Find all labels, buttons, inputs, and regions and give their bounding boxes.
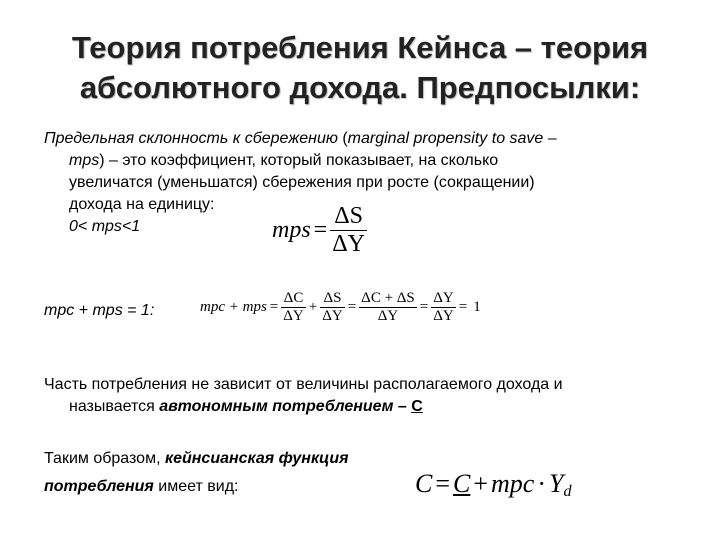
autonomous-paragraph	[44, 374, 563, 418]
mps-formula-num: ΔS	[330, 203, 367, 231]
mps-formula-den: ΔY	[332, 231, 365, 257]
mps-term-ru: Предельная склонность к сбережению	[44, 130, 338, 147]
identity-f3-num: ΔC + ΔS	[361, 290, 415, 306]
cf-plus: +	[473, 469, 489, 499]
identity-plus: +	[308, 299, 318, 315]
mps-formula-eq: =	[313, 217, 328, 243]
mps-paren-open: (	[337, 130, 348, 147]
autonomous-line1: Часть потребления не зависит от величины располагаемого дохода и	[44, 376, 563, 393]
mps-formula-fraction	[330, 203, 367, 258]
mps-line4: дохода на единицу:	[69, 196, 215, 213]
slide-title	[20, 28, 700, 108]
identity-formula	[200, 290, 484, 325]
identity-fraction-3	[359, 290, 417, 325]
mps-abbr: mps	[69, 152, 100, 169]
cf-subscript: d	[563, 483, 572, 500]
autonomous-dash: –	[393, 398, 412, 415]
cf-dot: ·	[537, 469, 547, 499]
identity-f1-num: ΔC	[281, 290, 305, 308]
autonomous-prefix: называется	[69, 398, 160, 415]
autonomous-symbol: С	[411, 398, 423, 415]
mps-line3: увеличатся (уменьшатся) сбережения при росте (сокращении)	[69, 174, 535, 191]
identity-f4-den: ΔY	[433, 308, 454, 324]
identity-eq-4: =	[458, 299, 468, 315]
identity-label	[44, 300, 154, 322]
conclusion-rest: имеет вид:	[153, 478, 239, 495]
mps-formula-lhs: mps	[272, 217, 311, 243]
cf-c-bar: C	[453, 469, 471, 499]
identity-fraction-4	[431, 290, 455, 325]
identity-eq-1: =	[269, 299, 279, 315]
identity-label-text: mpc + mps = 1:	[44, 302, 155, 319]
identity-f4-num: ΔY	[433, 290, 454, 306]
conclusion-paragraph	[44, 448, 349, 498]
mps-line2-rest: ) – это коэффициент, который показывает, на сколько	[99, 152, 499, 169]
cf-eq: =	[435, 469, 451, 499]
identity-f2-num: ΔS	[320, 290, 344, 308]
mps-term-en: marginal propensity to save –	[347, 130, 557, 147]
title-line-2: абсолютного дохода. Предпосылки:	[79, 70, 641, 105]
identity-f1-den: ΔY	[283, 308, 304, 324]
autonomous-term: автономным потреблением	[159, 398, 394, 415]
title-line-1: Теория потребления Кейнса – теория	[71, 30, 649, 65]
mps-formula	[272, 203, 367, 258]
identity-eq-3: =	[419, 299, 429, 315]
identity-fraction-1	[281, 290, 305, 325]
conclusion-prefix: Таким образом,	[44, 450, 165, 467]
consumption-formula	[415, 467, 572, 501]
identity-lhs: mpc + mps	[200, 299, 267, 315]
identity-f3-den: ΔY	[377, 308, 399, 324]
mps-range: 0< mps<1	[69, 218, 141, 235]
cf-y: Y	[549, 469, 564, 499]
conclusion-term-2: потребления	[44, 478, 154, 495]
identity-fraction-2	[320, 290, 344, 325]
conclusion-term: кейнсианская функция	[164, 450, 349, 467]
cf-lhs: C	[415, 469, 433, 499]
identity-f2-den: ΔY	[322, 308, 343, 324]
cf-mpc: mpc	[491, 469, 535, 499]
identity-eq-2: =	[347, 299, 357, 315]
identity-one: 1	[473, 299, 481, 315]
